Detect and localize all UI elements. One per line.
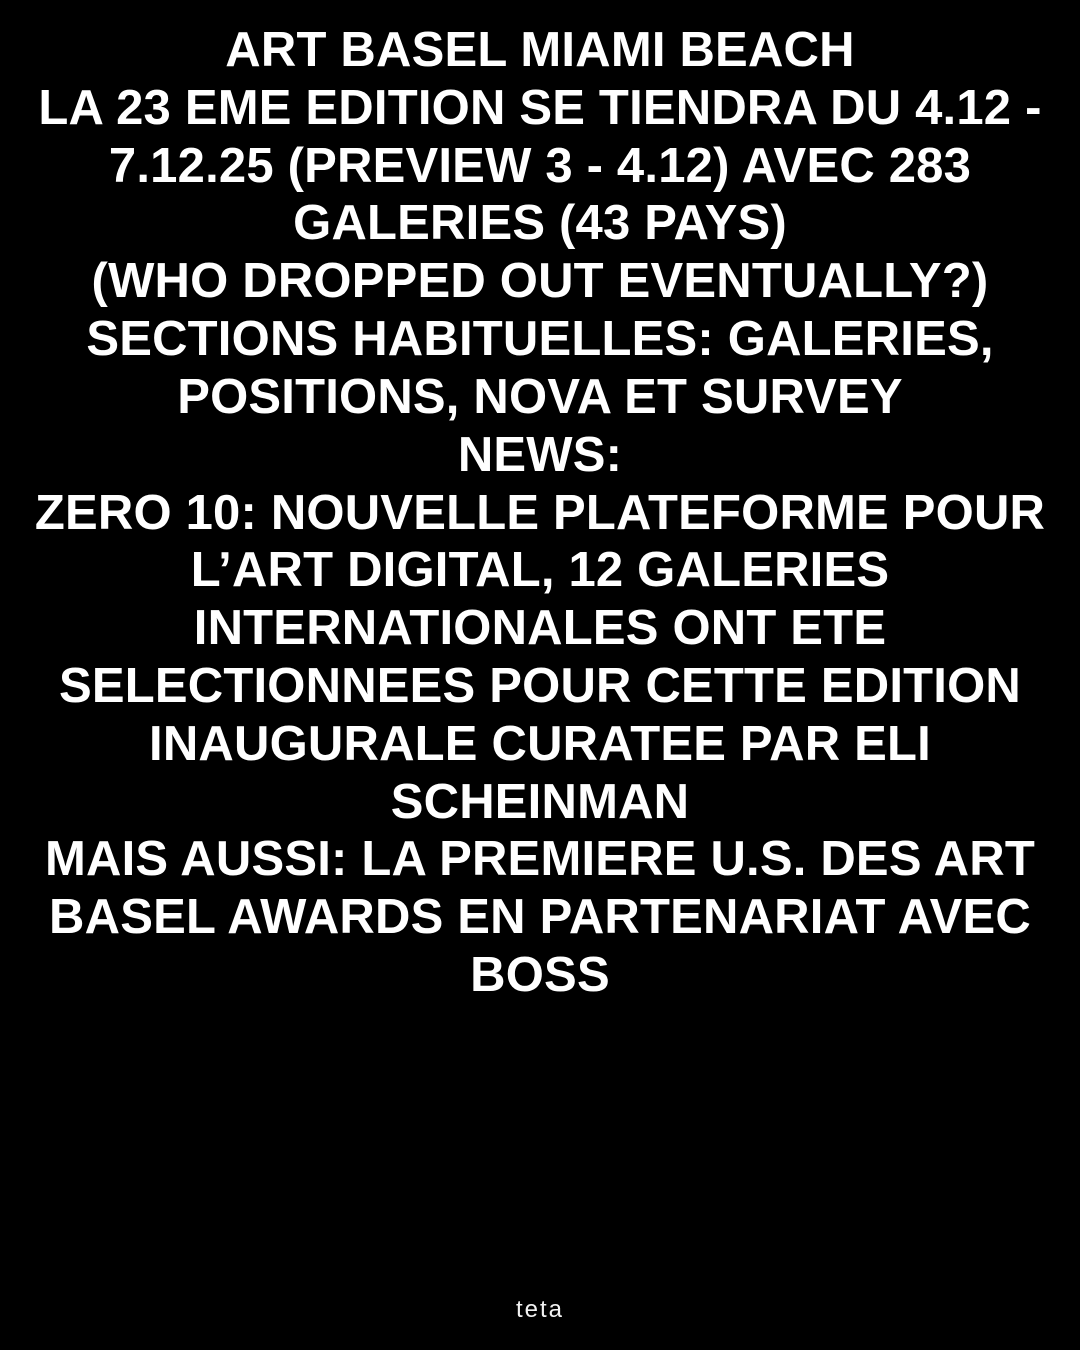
poster-text-block [30,22,1059,1005]
poster-line-1: ART BASEL MIAMI BEACH [225,23,855,77]
poster-line-4: SECTIONS HABITUELLES: GALERIES, POSITIONS, NOVA ET SURVEY [86,312,1008,424]
watermark-label: teta [515,1296,565,1323]
poster-line-3: (WHO DROPPED OUT EVENTUALLY?) [91,254,989,309]
poster-line-7: MAIS AUSSI: LA PREMIERE U.S. DES ART BASEL AWARDS EN PARTENARIAT AVEC BOSS [45,832,1049,1002]
poster-line-5: NEWS: [457,427,623,482]
poster-line-2: LA 23 EME EDITION SE TIENDRA DU 4.12 - 7.12.25 (PREVIEW 3 - 4.12) AVEC 283 GALERIES (43 PAYS) [38,80,1056,251]
poster-line-6: ZERO 10: NOUVELLE PLATEFORME POUR L’ART DIGITAL, 12 GALERIES INTERNATIONALES ONT ETE SELECTIONNEES POUR CETTE EDITION INAUGURALE CURATEE PAR ELI SCHEINMAN [34,485,1059,829]
